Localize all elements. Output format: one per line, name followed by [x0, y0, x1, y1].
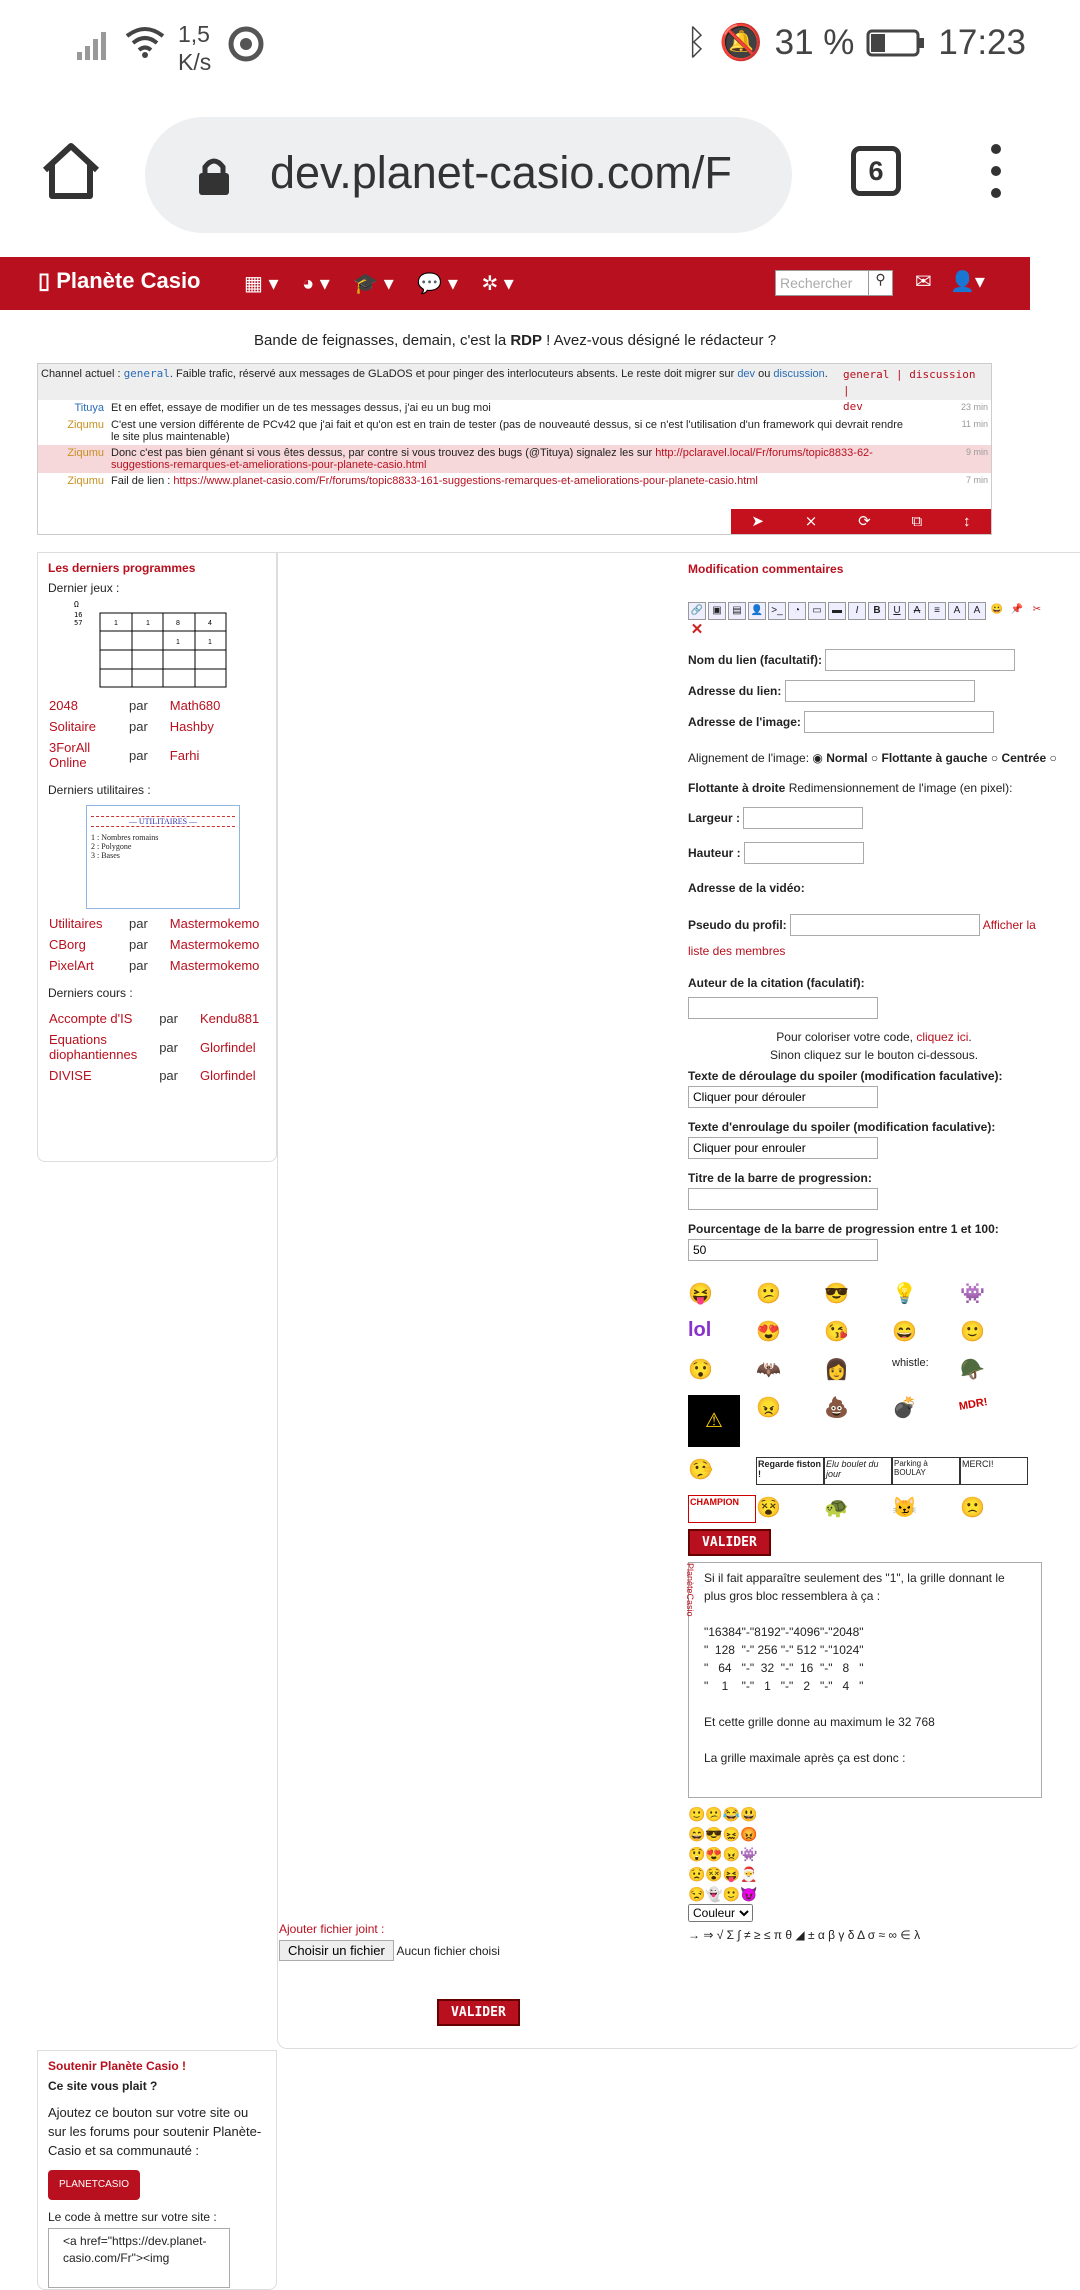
character-icon[interactable]: 👩	[824, 1359, 849, 1381]
svg-text:1: 1	[176, 639, 180, 646]
tab-switcher-button[interactable]: 6	[851, 146, 901, 196]
unpin-icon[interactable]: ✂	[1032, 604, 1042, 615]
shoutbox-toolbar	[731, 509, 991, 534]
smiley-icon[interactable]: 😍	[756, 1321, 781, 1343]
svg-text:Ω: Ω	[74, 600, 79, 609]
channel-list[interactable]: general | discussion | dev	[843, 368, 976, 413]
battery-level: 31 %	[774, 22, 855, 62]
wifi-icon	[125, 24, 165, 60]
shout-message: Ziqumu C'est une version différente de PCv42 que j'ai fait et qu'on est en train de tester (pas de nouveauté dessus, si ce n'est l'utilisation d'un framework qui devrait rendre le site plus maintenable) 11 min	[38, 417, 991, 445]
battery-icon	[866, 28, 926, 58]
mute-icon[interactable]: ⨯	[804, 513, 818, 530]
box-title: Les derniers programmes	[48, 561, 196, 575]
whistle-image[interactable]: whistle:	[892, 1357, 929, 1369]
list-item: DIVISE par Glorfindel	[38, 1065, 276, 1086]
merci-sign[interactable]: MERCI!	[960, 1457, 1028, 1485]
close-icon[interactable]: ✕	[690, 621, 704, 638]
home-icon[interactable]	[40, 142, 102, 200]
site-navbar	[0, 257, 1030, 310]
program-link[interactable]: Solitaire	[49, 719, 96, 734]
courses-label: Derniers cours :	[48, 986, 133, 1000]
soldier-icon[interactable]: 🪖	[960, 1359, 985, 1381]
edit-comment-form: Modification commentaires 🔗 ▣ ▤ 👤 >_ ◔ ▭ ▬ I B U A ≡ A A 😀 📌 ✂ ✕ Nom du lien (facultatif): Adresse du lien: Adresse de l'image: Alignement de l'image: ◉ Normal ○ Flottante à gauche ○ Centrée ○ Flottante à droite Redimensionnement de l'image (en pixel): Largeur : Hauteur : Adresse de la vidéo: Pseudo du profil: Afficher la liste des membres Auteur de la citation (faculatif): Pour coloriser votre code, cliquez ici. Sinon cliquez sur le bouton ci-dessous. Texte de déroulage du spoiler (modification faculative): Cliquer pour dérouler Texte d'enroulage du spoiler (modification faculative): Cliquer pour enrouler Titre de la barre de progression: Pourcentage de la barre de progression entre 1 et 100: 50 😝 😕 😎 💡 👾 lol 😍 😘 😄 🙂 😯 🦇 👩 whistle: 🪖 ⚠ 😠 💩 💣 MDR! 🤥 Regarde fiston ! Elu boulet du jour Parking à BOULAY MERCI! CHAMPION 😵 🐢 😼 🙁 VALIDER PlanèteCasio Si il fait apparaître seulement des "1", la grille donnant le plus gros bloc ressemblera à ça : "16384"-"8192"-"4096"-"2048" " 128 "-" 256 "-" 512 "-"1024" " 64 "-" 32 "-" 16 "-" 8 " " 1 "-" 1 "-" 2 "-" 4 " Et cette grille donne au maximum le 32 768 La grille maximale après ça est donc : 🙂😕😂😃 😄😎😖😡 😲😍😠👾 😟😵😝🎅 😒👻🙂😈 Couleur → ⇒ √ Σ ∫ ≠ ≥ ≤ π θ ◢ ± α β γ δ Δ σ ≈ ∞ ∈ λ	[688, 560, 1060, 1942]
list-item: CBorg par Mastermokemo	[38, 934, 276, 955]
link-name-input[interactable]	[825, 649, 1015, 671]
validate-tool-button[interactable]: VALIDER	[688, 1529, 771, 1556]
signal-icon	[75, 26, 111, 62]
message-textarea[interactable]: PlanèteCasio Si il fait apparaître seulement des "1", la grille donnant le plus gros bloc ressemblera à ça : "16384"-"8192"-"4096"-"2048" " 128 "-" 256 "-" 512 "-"1024" " 64 "-" 32 "-" 16 "-" 8 " " 1 "-" 1 "-" 2 "-" 4 " Et cette grille donne au maximum le 32 768 La grille maximale après ça est donc :	[688, 1562, 1042, 1798]
planetcasio-badge[interactable]: PLANETCASIO	[48, 2170, 140, 2200]
color-select[interactable]	[688, 1904, 753, 1922]
message-link[interactable]: http://pclaravel.local/Fr/forums/topic8833-62-suggestions-remarques-et-ameliorations-pour-planete-casio.html	[111, 447, 873, 471]
send-icon[interactable]: ➤	[751, 513, 764, 530]
svg-text:4: 4	[208, 620, 212, 627]
author-link[interactable]: Mastermokemo	[169, 958, 260, 973]
lol-icon[interactable]: lol	[688, 1319, 712, 1341]
popout-icon[interactable]: ⧉	[911, 513, 923, 530]
image-icon[interactable]: ▣	[708, 602, 726, 620]
current-channel[interactable]: general	[123, 367, 170, 380]
learn-menu-icon[interactable]: 🎓 ▾	[353, 273, 394, 295]
code-icon[interactable]: >_	[768, 602, 786, 620]
smiley-icon[interactable]: 💩	[824, 1397, 849, 1419]
status-right	[686, 22, 1026, 63]
spoiler-open-input[interactable]	[688, 1086, 878, 1108]
svg-text:1: 1	[208, 639, 212, 646]
pin-icon[interactable]: 📌	[1010, 604, 1024, 615]
author-link[interactable]: Mastermokemo	[169, 937, 260, 952]
utility-thumbnail[interactable]: — UTILITAIRES — 1 : Nombres romains 2 : Polygone 3 : Bases	[86, 805, 240, 909]
list-item: 3ForAll Online par Farhi	[38, 737, 276, 773]
smiley-icon[interactable]: 😵	[756, 1497, 781, 1519]
shoutbox-header: Channel actuel : general. Faible trafic, réservé aux messages de GLaDOS et pour pinger des interlocuteurs absents. Le reste doit migrer sur dev ou discussion. general | discussion | dev	[38, 364, 991, 400]
browser-toolbar	[0, 92, 1080, 257]
url-text: dev.planet-casio.com/F	[270, 147, 732, 198]
smiley-icon[interactable]: 😘	[824, 1321, 849, 1343]
smiley-icon[interactable]: 👾	[960, 1283, 985, 1305]
warning-sign-icon[interactable]: ⚠	[688, 1395, 740, 1447]
menu-dots-icon[interactable]	[991, 144, 1001, 210]
author-link[interactable]: Kendu881	[199, 1011, 260, 1026]
course-link[interactable]: Accompte d'IS	[49, 1011, 133, 1026]
attachment-section	[279, 1922, 500, 1961]
bat-icon[interactable]: 🦇	[756, 1359, 781, 1381]
bluetooth-icon: ᛒ	[686, 22, 708, 62]
spoiler-close-input[interactable]	[688, 1137, 878, 1159]
utils-label: Derniers utilitaires :	[48, 783, 151, 797]
author-link[interactable]: Math680	[169, 698, 221, 713]
tools-menu-icon[interactable]: ✲ ▾	[481, 273, 514, 295]
special-chars[interactable]: → ⇒ √ Σ ∫ ≠ ≥ ≤ π θ ◢ ± α β γ δ Δ σ ≈ ∞ ∈ λ	[688, 1928, 921, 1942]
program-link[interactable]: CBorg	[49, 937, 86, 952]
message-author[interactable]: Ziqumu	[67, 475, 104, 487]
align-left-radio[interactable]: ○	[870, 751, 879, 765]
image-address-input[interactable]	[804, 711, 994, 733]
progress-title-input[interactable]	[688, 1188, 878, 1210]
smiley-icon[interactable]: 😎	[824, 1283, 849, 1305]
support-question: Ce site vous plait ?	[48, 2079, 158, 2093]
box-title: Soutenir Planète Casio !	[48, 2059, 187, 2073]
courses-list	[38, 1008, 276, 1086]
quick-smileys[interactable]: 🙂😕😂😃 😄😎😖😡 😲😍😠👾 😟😵😝🎅 😒👻🙂😈	[688, 1806, 758, 1902]
svg-text:57: 57	[74, 619, 83, 627]
site-logo[interactable]: ▯ Planète Casio	[38, 268, 201, 293]
regarde-sign[interactable]: Regarde fiston !	[756, 1457, 824, 1485]
spoiler-icon[interactable]: ▭	[808, 602, 826, 620]
list-item: Equations diophantiennes par Glorfindel	[38, 1029, 276, 1065]
file-status: Aucun fichier choisi	[396, 1944, 500, 1958]
font-bigger-icon[interactable]: A	[968, 602, 986, 620]
save-icon[interactable]: ▤	[728, 602, 746, 620]
program-link[interactable]: 2048	[49, 698, 78, 713]
form-title: Modification commentaires	[688, 562, 844, 576]
svg-text:1: 1	[146, 620, 150, 627]
author-link[interactable]: Mastermokemo	[169, 916, 260, 931]
font-smaller-icon[interactable]: A	[948, 602, 966, 620]
strike-icon[interactable]: A	[908, 602, 926, 620]
smiley-icon[interactable]: 😠	[756, 1397, 781, 1419]
course-link[interactable]: DIVISE	[49, 1068, 92, 1083]
svg-text:8: 8	[176, 620, 180, 627]
support-text: Ajoutez ce bouton sur votre site ou sur les forums pour soutenir Planète-Casio et sa communauté :	[48, 2105, 262, 2158]
smiley-icon[interactable]: 😯	[688, 1359, 713, 1381]
chat-menu-icon[interactable]: 💬 ▾	[417, 273, 458, 295]
message-author[interactable]: Tituya	[74, 402, 104, 414]
address-bar[interactable]	[145, 117, 792, 233]
author-link[interactable]: Farhi	[169, 747, 200, 763]
course-link[interactable]: Equations diophantiennes	[49, 1032, 138, 1062]
bold-icon[interactable]: B	[868, 602, 886, 620]
mdr-sign[interactable]: MDR!	[958, 1396, 989, 1413]
list-item: PixelArt par Mastermokemo	[38, 955, 276, 976]
quote-author-input[interactable]	[688, 997, 878, 1019]
align-center-radio[interactable]: ○	[990, 751, 999, 765]
calculator-menu-icon[interactable]: ▦ ▾	[244, 273, 279, 295]
italic-icon[interactable]: I	[848, 602, 866, 620]
svg-text:16: 16	[74, 611, 83, 619]
program-link[interactable]: PixelArt	[49, 958, 94, 973]
refresh-icon[interactable]: ⟳	[858, 513, 871, 530]
smiley-icon[interactable]: 😀	[990, 604, 1004, 615]
author-link[interactable]: Glorfindel	[199, 1039, 256, 1055]
smiley-icon[interactable]: 💣	[892, 1397, 917, 1419]
author-link[interactable]: Glorfindel	[199, 1068, 256, 1083]
smiley-icon[interactable]: 💡	[892, 1283, 917, 1305]
network-speed: 1,5 K/s	[178, 21, 212, 75]
list-item: 2048 par Math680	[38, 695, 276, 716]
shout-message: Tituya Et en effet, essaye de modifier un de tes messages dessus, j'ai eu un bug moi 23 min	[38, 400, 991, 417]
code-label: Le code à mettre sur votre site :	[48, 2210, 217, 2224]
smiley-palette	[688, 1281, 1060, 1523]
smiley-icon[interactable]: 😝	[688, 1283, 713, 1305]
editor-gutter: PlanèteCasio	[689, 1563, 699, 1713]
user-menu-icon[interactable]: 👤▾	[950, 271, 985, 293]
color-icon[interactable]: ◔	[788, 602, 806, 620]
message-author[interactable]: Ziqumu	[67, 447, 104, 459]
mail-icon[interactable]: ✉	[915, 271, 932, 293]
community-menu-icon[interactable]: ◕ ▾	[302, 273, 330, 295]
underline-icon[interactable]: U	[888, 602, 906, 620]
program-link[interactable]: 3ForAll Online	[49, 740, 91, 770]
smiley-icon[interactable]: 😼	[892, 1497, 917, 1519]
shoutbox	[37, 363, 992, 535]
rdp-link[interactable]: RDP	[510, 332, 542, 349]
resize-icon[interactable]: ↕	[963, 513, 971, 530]
program-link[interactable]: Utilitaires	[49, 916, 103, 931]
mute-icon: 🔕	[719, 23, 763, 62]
choose-file-button[interactable]: Choisir un fichier	[279, 1940, 394, 1961]
games-list	[38, 695, 276, 773]
align-icon[interactable]: ≡	[928, 602, 946, 620]
lock-icon	[197, 157, 231, 197]
announcement-banner: Bande de feignasses, demain, c'est la RDP ! Avez-vous désigné le rédacteur ?	[253, 332, 777, 349]
submit-button[interactable]: VALIDER	[437, 1999, 520, 2026]
height-input[interactable]	[744, 842, 864, 864]
align-normal-radio[interactable]: ◉	[812, 751, 823, 765]
nav-menu	[244, 271, 532, 296]
progress-percent-input[interactable]	[688, 1239, 878, 1261]
profile-pseudo-input[interactable]	[790, 914, 980, 936]
clock: 17:23	[938, 22, 1026, 62]
progress-icon[interactable]: ▬	[828, 602, 846, 620]
width-input[interactable]	[743, 807, 863, 829]
link-address-input[interactable]	[785, 680, 975, 702]
smiley-icon[interactable]: 🤥	[688, 1459, 713, 1481]
game-thumbnail[interactable]	[48, 599, 288, 691]
members-list-link[interactable]: Afficher la liste des membres	[688, 918, 1036, 958]
align-right-radio[interactable]: ○	[1049, 751, 1057, 765]
smiley-icon[interactable]: 🙁	[960, 1497, 985, 1519]
link-icon[interactable]: 🔗	[688, 602, 706, 620]
parking-sign[interactable]: Parking à BOULAY	[892, 1457, 960, 1485]
search-input[interactable]: Rechercher ⚲	[775, 270, 893, 296]
message-link[interactable]: https://www.planet-casio.com/Fr/forums/topic8833-161-suggestions-remarques-et-ameliorations-pour-planete-casio.html	[173, 475, 758, 487]
status-bar	[0, 0, 1080, 92]
smiley-icon[interactable]: 🐢	[824, 1497, 849, 1519]
channel-discussion-link[interactable]: discussion	[773, 368, 825, 380]
list-item: Solitaire par Hashby	[38, 716, 276, 737]
message-author[interactable]: Ziqumu	[67, 419, 104, 431]
utils-list	[38, 913, 276, 976]
colorize-link[interactable]: cliquez ici	[916, 1030, 969, 1044]
list-item: Utilitaires par Mastermokemo	[38, 913, 276, 934]
firefox-icon	[228, 26, 264, 62]
bbcode-toolbar	[688, 602, 1060, 640]
boulet-sign[interactable]: Elu boulet du jour	[824, 1457, 892, 1485]
author-link[interactable]: Hashby	[169, 719, 214, 734]
smiley-icon[interactable]: 🙂	[960, 1321, 985, 1343]
list-item: Accompte d'IS par Kendu881	[38, 1008, 276, 1029]
user-icon[interactable]: 👤	[748, 602, 766, 620]
shout-message: Ziqumu Fail de lien : https://www.planet-casio.com/Fr/forums/topic8833-161-suggestions-remarques-et-ameliorations-pour-planete-casio.html 7 min	[38, 473, 991, 490]
shout-message: Ziqumu Donc c'est pas bien génant si vous êtes dessus, par contre si vous trouvez des bugs (@Tituya) signalez les sur http://pclaravel.local/Fr/forums/topic8833-62-suggestions-remarques-et-ameliorations-pour-planete-casio.html 9 min	[38, 445, 991, 473]
smiley-icon[interactable]: 😕	[756, 1283, 781, 1305]
smiley-icon[interactable]: 😄	[892, 1321, 917, 1343]
attachment-label: Ajouter fichier joint :	[279, 1922, 385, 1936]
latest-programs-box	[37, 552, 277, 1162]
embed-code-box[interactable]: <a href="https://dev.planet-casio.com/Fr"><img	[48, 2228, 230, 2288]
games-label: Dernier jeux :	[48, 581, 120, 595]
search-icon[interactable]: ⚲	[868, 271, 892, 295]
svg-text:1: 1	[114, 620, 118, 627]
support-box	[37, 2050, 277, 2290]
channel-dev-link[interactable]: dev	[737, 368, 756, 380]
champion-sign[interactable]: CHAMPION	[688, 1495, 756, 1523]
